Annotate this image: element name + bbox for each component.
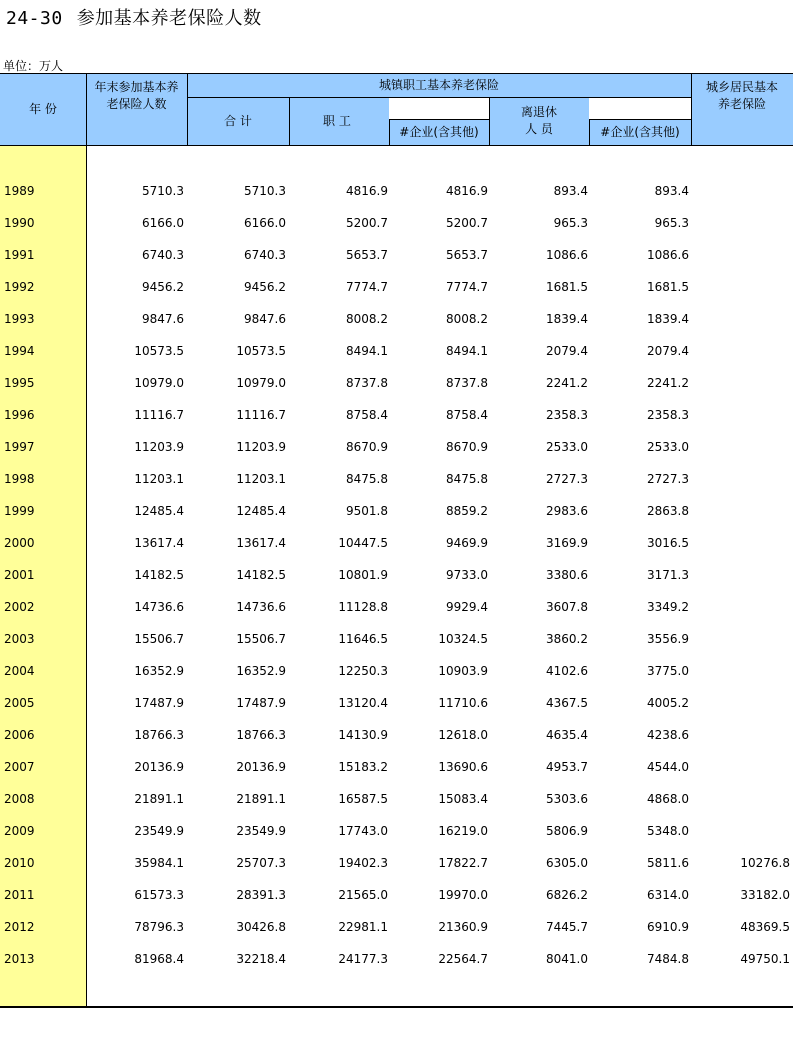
cell-workers-ent: 15083.4	[438, 792, 488, 806]
cell-retirees: 3169.9	[546, 536, 588, 550]
table-row	[0, 568, 793, 588]
cell-workers: 16587.5	[338, 792, 388, 806]
cell-workers-ent: 10324.5	[438, 632, 488, 646]
table-row	[0, 184, 793, 204]
cell-workers-ent: 5653.7	[446, 248, 488, 262]
cell-total: 17487.9	[134, 696, 184, 710]
table-row	[0, 312, 793, 332]
cell-year: 1989	[4, 184, 35, 198]
cell-retirees-ent: 893.4	[654, 184, 689, 198]
cell-total: 9456.2	[142, 280, 184, 294]
table-row	[0, 280, 793, 300]
cell-subtotal: 28391.3	[236, 888, 286, 902]
cell-workers-ent: 10903.9	[438, 664, 488, 678]
table-row	[0, 536, 793, 556]
cell-resident: 33182.0	[740, 888, 790, 902]
header-workers-enterprise: #企业(含其他)	[389, 119, 489, 145]
cell-total: 23549.9	[134, 824, 184, 838]
cell-year: 2008	[4, 792, 35, 806]
cell-year: 1997	[4, 440, 35, 454]
cell-retirees: 2079.4	[546, 344, 588, 358]
cell-workers-ent: 21360.9	[438, 920, 488, 934]
cell-workers-ent: 8737.8	[446, 376, 488, 390]
cell-subtotal: 10979.0	[236, 376, 286, 390]
cell-total: 78796.3	[134, 920, 184, 934]
cell-total: 35984.1	[134, 856, 184, 870]
table-row	[0, 440, 793, 460]
table-row	[0, 920, 793, 940]
cell-workers: 21565.0	[338, 888, 388, 902]
cell-subtotal: 6740.3	[244, 248, 286, 262]
cell-retirees: 2241.2	[546, 376, 588, 390]
cell-retirees-ent: 5348.0	[647, 824, 689, 838]
cell-workers-ent: 17822.7	[438, 856, 488, 870]
cell-workers: 5200.7	[346, 216, 388, 230]
cell-year: 2009	[4, 824, 35, 838]
cell-workers: 8758.4	[346, 408, 388, 422]
cell-workers-ent: 12618.0	[438, 728, 488, 742]
cell-total: 10573.5	[134, 344, 184, 358]
cell-retirees-ent: 6910.9	[647, 920, 689, 934]
cell-workers: 5653.7	[346, 248, 388, 262]
table-row	[0, 248, 793, 268]
table-row	[0, 344, 793, 364]
cell-subtotal: 11203.9	[236, 440, 286, 454]
cell-subtotal: 11116.7	[236, 408, 286, 422]
cell-subtotal: 9456.2	[244, 280, 286, 294]
cell-subtotal: 30426.8	[236, 920, 286, 934]
cell-year: 2002	[4, 600, 35, 614]
cell-workers: 17743.0	[338, 824, 388, 838]
cell-total: 61573.3	[134, 888, 184, 902]
cell-workers: 10447.5	[338, 536, 388, 550]
cell-year: 1992	[4, 280, 35, 294]
cell-retirees: 893.4	[553, 184, 588, 198]
cell-total: 81968.4	[134, 952, 184, 966]
cell-workers-ent: 8859.2	[446, 504, 488, 518]
cell-retirees: 4367.5	[546, 696, 588, 710]
header-year: 年 份	[0, 73, 86, 145]
table-row	[0, 408, 793, 428]
cell-subtotal: 6166.0	[244, 216, 286, 230]
header-subtotal: 合 计	[187, 97, 289, 145]
cell-total: 13617.4	[134, 536, 184, 550]
cell-workers-ent: 16219.0	[438, 824, 488, 838]
cell-workers: 15183.2	[338, 760, 388, 774]
cell-subtotal: 20136.9	[236, 760, 286, 774]
cell-year: 2004	[4, 664, 35, 678]
cell-subtotal: 23549.9	[236, 824, 286, 838]
cell-retirees-ent: 1681.5	[647, 280, 689, 294]
cell-retirees: 2358.3	[546, 408, 588, 422]
header-total: 年末参加基本养老保险人数	[86, 73, 187, 145]
cell-workers: 8737.8	[346, 376, 388, 390]
cell-workers: 12250.3	[338, 664, 388, 678]
cell-subtotal: 17487.9	[236, 696, 286, 710]
cell-workers-ent: 8008.2	[446, 312, 488, 326]
header-resident: 城乡居民基本养老保险	[691, 73, 793, 145]
table-row	[0, 472, 793, 492]
cell-year: 1999	[4, 504, 35, 518]
cell-retirees-ent: 1086.6	[647, 248, 689, 262]
cell-year: 1990	[4, 216, 35, 230]
cell-retirees: 2533.0	[546, 440, 588, 454]
table-row	[0, 696, 793, 716]
table-row	[0, 632, 793, 652]
cell-retirees-ent: 965.3	[654, 216, 689, 230]
header-urban: 城镇职工基本养老保险	[187, 73, 691, 97]
cell-subtotal: 14182.5	[236, 568, 286, 582]
cell-workers: 4816.9	[346, 184, 388, 198]
cell-subtotal: 5710.3	[244, 184, 286, 198]
cell-retirees-ent: 3556.9	[647, 632, 689, 646]
table-row	[0, 376, 793, 396]
cell-retirees-ent: 2241.2	[647, 376, 689, 390]
cell-workers-ent: 4816.9	[446, 184, 488, 198]
cell-subtotal: 18766.3	[236, 728, 286, 742]
cell-retirees: 4953.7	[546, 760, 588, 774]
cell-retirees-ent: 2079.4	[647, 344, 689, 358]
page-title	[6, 4, 262, 30]
cell-total: 16352.9	[134, 664, 184, 678]
cell-resident: 48369.5	[740, 920, 790, 934]
cell-workers-ent: 9469.9	[446, 536, 488, 550]
cell-workers: 11646.5	[338, 632, 388, 646]
table-row	[0, 824, 793, 844]
cell-year: 1991	[4, 248, 35, 262]
cell-workers: 8670.9	[346, 440, 388, 454]
cell-year: 2003	[4, 632, 35, 646]
cell-retirees-ent: 3171.3	[647, 568, 689, 582]
table-row	[0, 952, 793, 972]
table-row	[0, 856, 793, 876]
header-workers: 职 工	[289, 97, 389, 145]
cell-retirees-ent: 7484.8	[647, 952, 689, 966]
cell-total: 14182.5	[134, 568, 184, 582]
cell-workers-ent: 11710.6	[438, 696, 488, 710]
cell-total: 6166.0	[142, 216, 184, 230]
cell-retirees: 2727.3	[546, 472, 588, 486]
cell-total: 5710.3	[142, 184, 184, 198]
cell-retirees: 3860.2	[546, 632, 588, 646]
cell-year: 2012	[4, 920, 35, 934]
cell-total: 11116.7	[134, 408, 184, 422]
cell-workers-ent: 8475.8	[446, 472, 488, 486]
cell-total: 11203.1	[134, 472, 184, 486]
cell-workers: 24177.3	[338, 952, 388, 966]
cell-workers: 8008.2	[346, 312, 388, 326]
cell-year: 1995	[4, 376, 35, 390]
cell-workers: 8475.8	[346, 472, 388, 486]
cell-retirees: 5303.6	[546, 792, 588, 806]
cell-subtotal: 16352.9	[236, 664, 286, 678]
cell-retirees-ent: 4868.0	[647, 792, 689, 806]
cell-retirees-ent: 2727.3	[647, 472, 689, 486]
cell-workers-ent: 19970.0	[438, 888, 488, 902]
cell-retirees: 6826.2	[546, 888, 588, 902]
cell-retirees: 2983.6	[546, 504, 588, 518]
cell-year: 2000	[4, 536, 35, 550]
cell-retirees: 3607.8	[546, 600, 588, 614]
cell-year: 2013	[4, 952, 35, 966]
table-row	[0, 792, 793, 812]
cell-year: 1998	[4, 472, 35, 486]
table-row	[0, 600, 793, 620]
header-retirees: 离退休人 员	[489, 97, 589, 145]
table-number: 24-30	[6, 8, 63, 29]
cell-workers-ent: 9733.0	[446, 568, 488, 582]
cell-workers-ent: 8758.4	[446, 408, 488, 422]
cell-subtotal: 10573.5	[236, 344, 286, 358]
cell-total: 10979.0	[134, 376, 184, 390]
cell-retirees-ent: 2533.0	[647, 440, 689, 454]
cell-workers: 14130.9	[338, 728, 388, 742]
cell-retirees: 1681.5	[546, 280, 588, 294]
cell-year: 2001	[4, 568, 35, 582]
cell-total: 21891.1	[134, 792, 184, 806]
cell-year: 2010	[4, 856, 35, 870]
cell-workers: 7774.7	[346, 280, 388, 294]
cell-total: 6740.3	[142, 248, 184, 262]
cell-year: 1993	[4, 312, 35, 326]
cell-subtotal: 14736.6	[236, 600, 286, 614]
cell-year: 2005	[4, 696, 35, 710]
cell-retirees-ent: 5811.6	[647, 856, 689, 870]
cell-subtotal: 15506.7	[236, 632, 286, 646]
cell-retirees: 5806.9	[546, 824, 588, 838]
cell-resident: 10276.8	[740, 856, 790, 870]
cell-retirees-ent: 3349.2	[647, 600, 689, 614]
cell-workers: 22981.1	[338, 920, 388, 934]
cell-retirees-ent: 3016.5	[647, 536, 689, 550]
cell-year: 2006	[4, 728, 35, 742]
header-retirees-enterprise: #企业(含其他)	[589, 119, 691, 145]
cell-total: 12485.4	[134, 504, 184, 518]
cell-retirees-ent: 1839.4	[647, 312, 689, 326]
cell-subtotal: 11203.1	[236, 472, 286, 486]
cell-retirees: 8041.0	[546, 952, 588, 966]
cell-subtotal: 25707.3	[236, 856, 286, 870]
cell-retirees-ent: 4238.6	[647, 728, 689, 742]
cell-retirees-ent: 2863.8	[647, 504, 689, 518]
cell-resident: 49750.1	[740, 952, 790, 966]
cell-workers: 10801.9	[338, 568, 388, 582]
table-title: 参加基本养老保险人数	[76, 8, 262, 29]
cell-workers: 19402.3	[338, 856, 388, 870]
cell-total: 20136.9	[134, 760, 184, 774]
cell-retirees: 6305.0	[546, 856, 588, 870]
cell-total: 18766.3	[134, 728, 184, 742]
cell-workers-ent: 22564.7	[438, 952, 488, 966]
cell-retirees: 3380.6	[546, 568, 588, 582]
cell-workers-ent: 13690.6	[438, 760, 488, 774]
cell-retirees-ent: 4005.2	[647, 696, 689, 710]
table-row	[0, 760, 793, 780]
cell-retirees-ent: 3775.0	[647, 664, 689, 678]
cell-subtotal: 12485.4	[236, 504, 286, 518]
cell-retirees: 965.3	[553, 216, 588, 230]
cell-workers: 9501.8	[346, 504, 388, 518]
cell-workers-ent: 8494.1	[446, 344, 488, 358]
cell-workers: 13120.4	[338, 696, 388, 710]
cell-year: 1994	[4, 344, 35, 358]
cell-total: 15506.7	[134, 632, 184, 646]
cell-workers-ent: 8670.9	[446, 440, 488, 454]
cell-workers: 11128.8	[338, 600, 388, 614]
table-row	[0, 728, 793, 748]
cell-subtotal: 32218.4	[236, 952, 286, 966]
cell-retirees: 7445.7	[546, 920, 588, 934]
cell-workers: 8494.1	[346, 344, 388, 358]
cell-workers-ent: 9929.4	[446, 600, 488, 614]
cell-subtotal: 13617.4	[236, 536, 286, 550]
cell-retirees: 4635.4	[546, 728, 588, 742]
cell-total: 9847.6	[142, 312, 184, 326]
cell-retirees: 1086.6	[546, 248, 588, 262]
cell-retirees-ent: 6314.0	[647, 888, 689, 902]
cell-retirees-ent: 4544.0	[647, 760, 689, 774]
table-row	[0, 888, 793, 908]
cell-retirees: 1839.4	[546, 312, 588, 326]
table-row	[0, 504, 793, 524]
cell-workers-ent: 7774.7	[446, 280, 488, 294]
cell-workers-ent: 5200.7	[446, 216, 488, 230]
cell-subtotal: 9847.6	[244, 312, 286, 326]
cell-year: 2007	[4, 760, 35, 774]
cell-retirees: 4102.6	[546, 664, 588, 678]
cell-year: 1996	[4, 408, 35, 422]
unit-label: 单位：万人	[3, 59, 64, 73]
cell-subtotal: 21891.1	[236, 792, 286, 806]
cell-total: 11203.9	[134, 440, 184, 454]
cell-retirees-ent: 2358.3	[647, 408, 689, 422]
table-row	[0, 216, 793, 236]
cell-total: 14736.6	[134, 600, 184, 614]
table-row	[0, 664, 793, 684]
cell-year: 2011	[4, 888, 35, 902]
